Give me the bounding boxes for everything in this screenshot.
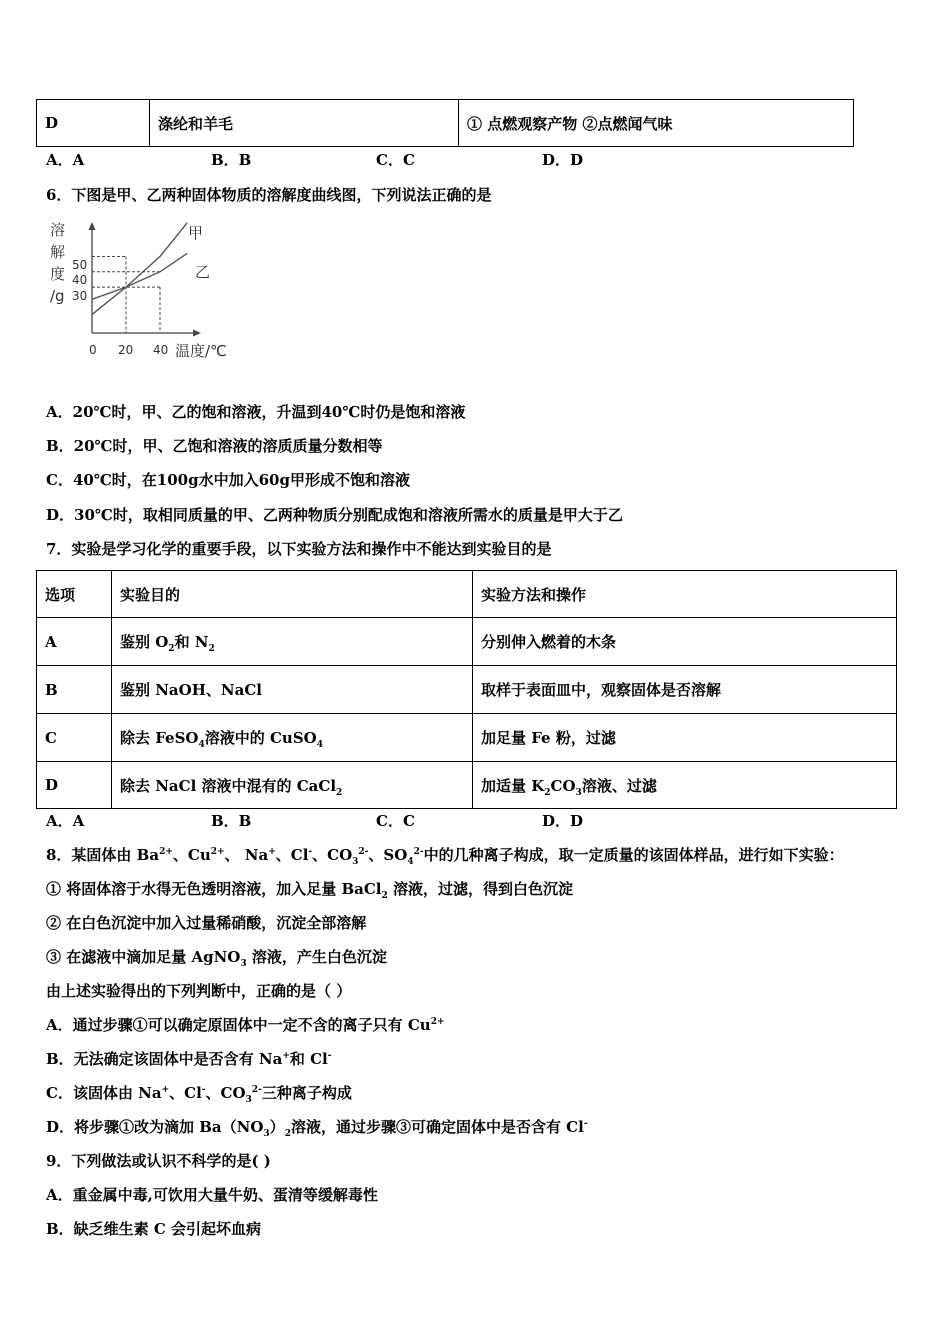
q7-row-c-goal [112, 714, 473, 762]
text: 、CO [205, 1084, 246, 1102]
goal-text: 溶液中的 CuSO [204, 729, 317, 747]
subscript: 2 [336, 787, 343, 798]
x-tick-label-40: 40 [153, 343, 169, 357]
q5-option-d: D．D [542, 151, 584, 169]
text: 三种离子构成 [261, 1084, 352, 1102]
q7-option-c: C．C [376, 812, 415, 830]
q7-option-d: D．D [542, 812, 584, 830]
text: A．通过步骤①可以确定原固体中一定不含的离子只有 Cu [46, 1016, 431, 1034]
method-text: 溶液、过滤 [581, 776, 657, 795]
q8-option-d [46, 1117, 588, 1137]
q9-stem: 9．下列做法或认识不科学的是( ) [46, 1152, 271, 1170]
curve-yi [92, 253, 187, 299]
q5-option-a: A．A [46, 151, 85, 169]
q7-stem: 7．实验是学习化学的重要手段，以下实验方法和操作中不能达到实验目的是 [46, 540, 552, 558]
goal-text: 和 N [174, 633, 209, 651]
subscript: 2 [284, 1129, 291, 1139]
q5-table [36, 99, 854, 147]
q7-options [46, 811, 666, 831]
q7-row-a-option: A [37, 618, 112, 666]
subscript: 2 [381, 891, 388, 901]
method-text: CO [550, 776, 576, 795]
superscript: - [327, 1051, 332, 1061]
q9-option-b: B．缺乏维生素 C 会引起坏血病 [46, 1220, 262, 1238]
superscript: - [583, 1119, 588, 1129]
q8-step-3 [46, 947, 387, 967]
goal-text: 鉴别 O [120, 633, 169, 651]
text: 、Cl [275, 846, 309, 864]
y-label-char: 度 [50, 265, 66, 283]
q7-row-b-goal: 鉴别 NaOH、NaCl [112, 666, 473, 714]
y-tick-label-40: 40 [72, 273, 88, 287]
y-label-char: /g [50, 287, 65, 305]
text: 8．某固体由 Ba [46, 846, 160, 864]
superscript: 2- [358, 847, 369, 857]
q6-option-d: D．30℃时，取相同质量的甲、乙两种物质分别配成饱和溶液所需水的质量是甲大于乙 [46, 506, 623, 524]
q8-step-2: ② 在白色沉淀中加入过量稀硝酸，沉淀全部溶解 [46, 914, 367, 932]
q7-row-b-method: 取样于表面皿中，观察固体是否溶解 [473, 666, 897, 714]
q6-stem: 6．下图是甲、乙两种固体物质的溶解度曲线图，下列说法正确的是 [46, 186, 492, 204]
q5-options [46, 150, 666, 170]
subscript: 2 [208, 644, 215, 654]
q7-row-a-method: 分别伸入燃着的木条 [473, 618, 897, 666]
q7-row-a [37, 618, 897, 666]
subscript: 3 [575, 787, 582, 798]
q7-row-b-option: B [37, 666, 112, 714]
superscript: + [268, 847, 276, 857]
curve-jia [92, 223, 187, 315]
q6-option-c: C．40℃时，在100g水中加入60g甲形成不饱和溶液 [46, 471, 410, 489]
superscript: - [308, 847, 313, 857]
superscript: + [161, 1085, 170, 1095]
y-label-char: 解 [50, 243, 66, 261]
q9-option-a: A．重金属中毒,可饮用大量牛奶、蛋清等缓解毒性 [46, 1186, 378, 1204]
method-text: 加适量 K [481, 776, 545, 795]
subscript: 4 [407, 857, 414, 867]
q7-option-b: B．B [211, 812, 252, 830]
q5-row-d-item: 涤纶和羊毛 [150, 100, 459, 147]
superscript: + [282, 1051, 290, 1061]
q7-row-c-option: C [37, 714, 112, 762]
q7-row-c-method: 加足量 Fe 粉，过滤 [473, 714, 897, 762]
subscript: 4 [198, 740, 205, 750]
q8-option-a [46, 1015, 445, 1035]
text: B．无法确定该固体中是否含有 Na [46, 1050, 283, 1068]
text: ③ 在滤液中滴加足量 AgNO [46, 948, 241, 966]
q7-header-row [37, 571, 897, 618]
text: ① 将固体溶于水得无色透明溶液，加入足量 BaCl [46, 880, 382, 898]
q5-row-d [37, 100, 854, 147]
q8-stem [46, 845, 844, 865]
q5-row-d-label: D [37, 100, 150, 147]
q7-row-d-option: D [37, 762, 112, 809]
q7-row-c [37, 714, 897, 762]
x-axis-label: 温度/℃ [175, 342, 227, 360]
superscript: 2- [251, 1085, 262, 1095]
q6-option-a: A．20℃时，甲、乙的饱和溶液，升温到40℃时仍是饱和溶液 [46, 403, 466, 421]
y-tick-label-30: 30 [72, 289, 88, 303]
text: 、Cl [169, 1084, 202, 1102]
q7-row-b [37, 666, 897, 714]
goal-text: 除去 NaCl 溶液中混有的 CaCl [120, 776, 337, 795]
subscript: 2 [544, 787, 551, 798]
q5-option-c: C．C [376, 151, 415, 169]
text: C．该固体由 Na [46, 1084, 162, 1102]
text: 、Cu [172, 846, 211, 864]
subscript: 3 [352, 857, 359, 867]
text: 、CO [312, 846, 353, 864]
x-tick-label-20: 20 [118, 343, 134, 357]
q7-row-d-method [473, 762, 897, 809]
y-tick-label-50: 50 [72, 258, 88, 272]
x-axis-arrow [193, 330, 201, 337]
subscript: 3 [240, 959, 247, 969]
text: 溶液，过滤，得到白色沉淀 [387, 880, 573, 898]
q5-row-d-method: ① 点燃观察产物 ②点燃闻气味 [459, 100, 854, 147]
text: 、 Na [224, 846, 269, 864]
text: 中的几种离子构成，取一定质量的该固体样品，进行如下实验： [423, 846, 844, 864]
subscript: 4 [316, 740, 323, 750]
subscript: 3 [263, 1129, 270, 1139]
q8-option-b [46, 1049, 332, 1069]
q7-header-method: 实验方法和操作 [473, 571, 897, 618]
text: 溶液，通过步骤③可确定固体中是否含有 Cl [290, 1118, 584, 1136]
subscript: 3 [245, 1095, 252, 1105]
q8-step-1 [46, 879, 573, 899]
superscript: 2+ [210, 847, 225, 857]
goal-text: 除去 FeSO [120, 729, 199, 747]
superscript: - [201, 1085, 206, 1095]
q8-option-c [46, 1083, 352, 1103]
superscript: 2- [413, 847, 424, 857]
q7-header-goal: 实验目的 [112, 571, 473, 618]
q7-row-d [37, 762, 897, 809]
series-label-yi: 乙 [195, 263, 211, 281]
text: D．将步骤①改为滴加 Ba（NO [46, 1118, 264, 1136]
subscript: 2 [168, 644, 175, 654]
x-tick-label-0: 0 [89, 343, 97, 357]
superscript: 2+ [430, 1017, 445, 1027]
text: 和 Cl [289, 1050, 328, 1068]
q7-table [36, 570, 897, 809]
q7-header-option: 选项 [37, 571, 112, 618]
y-label-char: 溶 [50, 221, 66, 239]
q7-row-a-goal [112, 618, 473, 666]
q5-option-b: B．B [211, 151, 252, 169]
q6-option-b: B．20℃时，甲、乙饱和溶液的溶质质量分数相等 [46, 437, 383, 455]
superscript: 2+ [159, 847, 173, 857]
q7-option-a: A．A [46, 812, 85, 830]
text: 、SO [368, 846, 408, 864]
text: 溶液，产生白色沉淀 [246, 948, 387, 966]
q8-question: 由上述实验得出的下列判断中，正确的是（ ） [46, 982, 352, 1000]
solubility-chart [40, 215, 240, 365]
y-axis-arrow [89, 222, 96, 230]
q7-row-d-goal [112, 762, 473, 809]
text: ） [269, 1118, 285, 1136]
series-label-jia: 甲 [188, 224, 204, 242]
